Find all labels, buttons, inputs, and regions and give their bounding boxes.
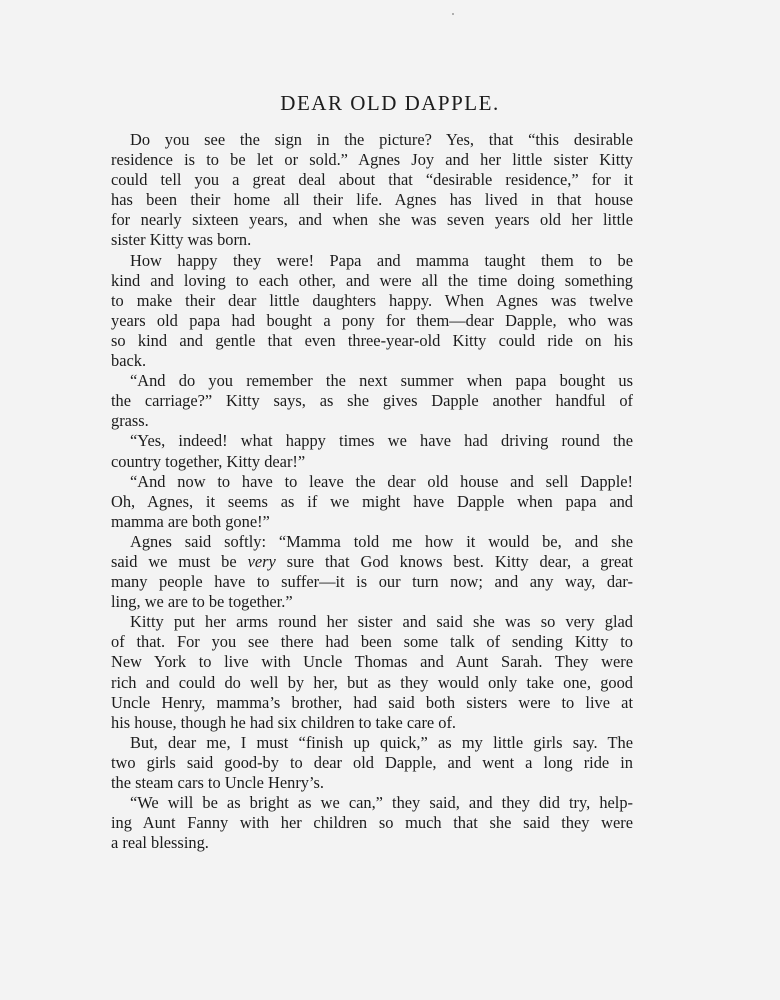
paragraph	[111, 371, 633, 431]
text-line: rich and could do well by her, but as they would only take one, good	[111, 672, 633, 692]
text-line: But, dear me, I must “finish up quick,” as my little girls say. The	[130, 732, 633, 752]
text-line: residence is to be let or sold.” Agnes Joy and her little sister Kitty	[111, 150, 633, 170]
text-line: Agnes said softly: “Mamma told me how it would be, and she	[130, 531, 633, 551]
text-line: back.	[111, 351, 147, 371]
text-line: his house, though he had six children to take care of.	[111, 712, 457, 732]
text-line: sister Kitty was born.	[111, 230, 252, 250]
text-line: Oh, Agnes, it seems as if we might have Dapple when papa and	[111, 491, 633, 511]
text-line: “And do you remember the next summer when papa bought us	[130, 371, 633, 391]
emphasis: very	[247, 551, 276, 571]
text-line: could tell you a great deal about that “desirable residence,” for it	[111, 170, 633, 190]
text-line: Do you see the sign in the picture? Yes, that “this desirable	[130, 130, 633, 149]
page-title: DEAR OLD DAPPLE.	[280, 91, 500, 115]
text-line: grass.	[111, 411, 149, 431]
text-line: a real blessing.	[111, 833, 209, 853]
paper-speck	[452, 13, 454, 15]
text-line: of that. For you see there had been some talk of sending Kitty to	[111, 632, 633, 652]
text-line: mamma are both gone!”	[111, 511, 270, 531]
text-line: has been their home all their life. Agnes has lived in that house	[111, 190, 633, 210]
text-line: the carriage?” Kitty says, as she gives Dapple another handful of	[111, 391, 633, 411]
text-line: two girls said good-by to dear old Dapple, and went a long ride in	[111, 752, 633, 772]
text-line: said we must be very sure that God knows best. Kitty dear, a great	[111, 551, 633, 571]
paragraph	[111, 431, 633, 471]
paragraph	[111, 793, 633, 853]
text-line: Uncle Henry, mamma’s brother, had said both sisters were to live at	[111, 692, 633, 712]
text-line: “And now to have to leave the dear old house and sell Dapple!	[130, 471, 633, 491]
text-line: “We will be as bright as we can,” they said, and they did try, help-	[130, 793, 633, 813]
text-line: for nearly sixteen years, and when she was seven years old her little	[111, 210, 633, 230]
text-line: country together, Kitty dear!”	[111, 451, 306, 471]
text-line: New York to live with Uncle Thomas and Aunt Sarah. They were	[111, 652, 633, 672]
paragraph	[111, 612, 633, 733]
story-text	[111, 130, 633, 853]
text-line: How happy they were! Papa and mamma taught them to be	[130, 250, 633, 270]
text-line: many people have to suffer—it is our turn now; and any way, dar-	[111, 572, 633, 592]
paragraph	[111, 130, 633, 251]
text-line: ling, we are to be together.”	[111, 592, 293, 612]
text-line: years old papa had bought a pony for them—dear Dapple, who was	[111, 310, 633, 330]
paragraph	[111, 733, 633, 793]
text-line: to make their dear little daughters happy. When Agnes was twelve	[111, 290, 633, 310]
paragraph	[111, 472, 633, 532]
text-line: Kitty put her arms round her sister and said she was so very glad	[130, 612, 633, 632]
text-line: “Yes, indeed! what happy times we have had driving round the	[130, 431, 633, 451]
text-line: so kind and gentle that even three-year-old Kitty could ride on his	[111, 330, 633, 350]
text-line: ing Aunt Fanny with her children so much that she said they were	[111, 813, 633, 833]
text-line: kind and loving to each other, and were all the time doing something	[111, 270, 633, 290]
paragraph	[111, 532, 633, 612]
paragraph	[111, 251, 633, 372]
text-line: the steam cars to Uncle Henry’s.	[111, 773, 325, 792]
